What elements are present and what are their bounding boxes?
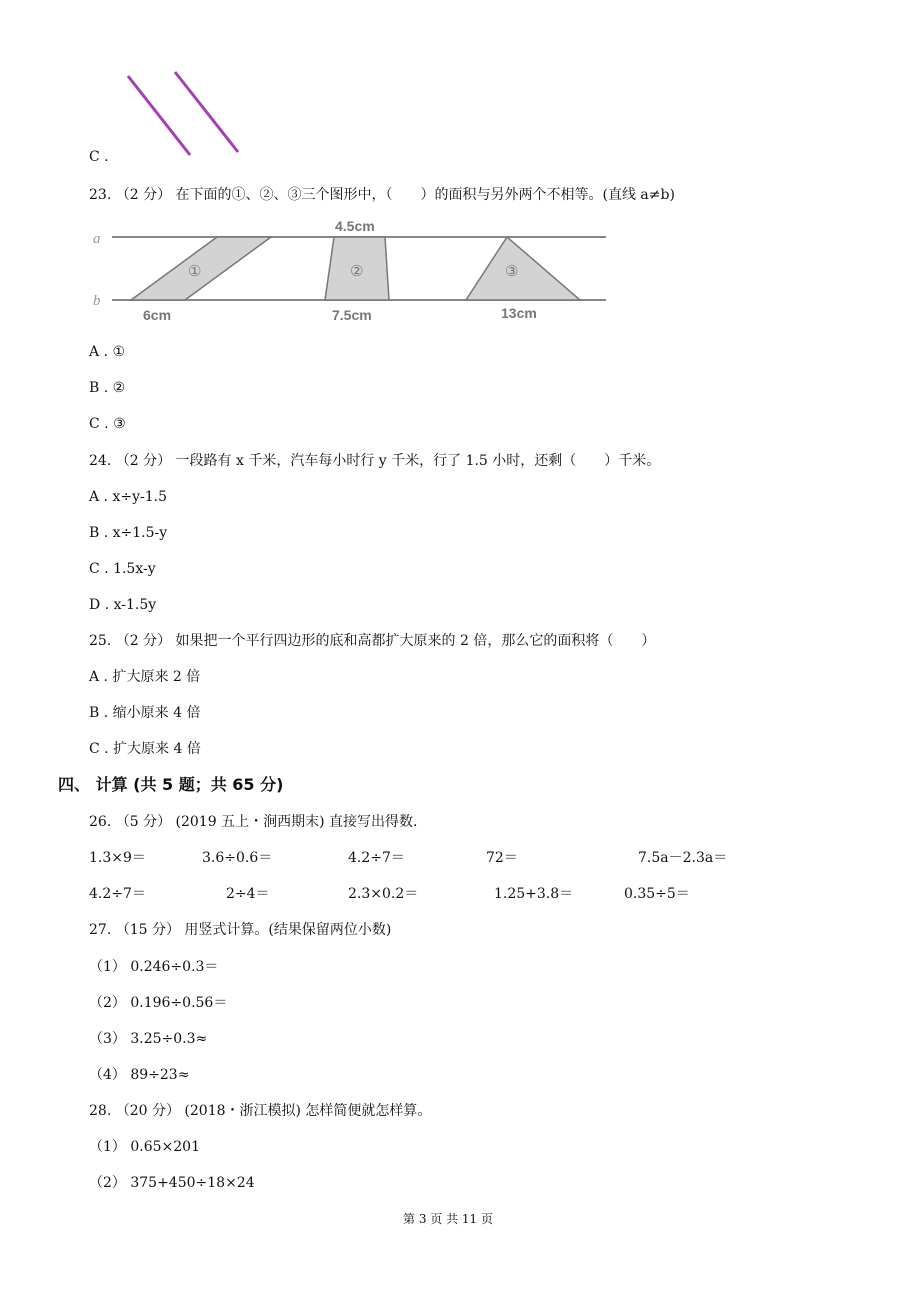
q24-option-c[interactable]: C . 1.5x-y	[89, 561, 156, 577]
q26-r2-c2: 2÷4＝	[226, 886, 270, 902]
q27-item-3: （3） 3.25÷0.3≈	[89, 1031, 208, 1047]
q26-r1-c1: 1.3×9＝	[89, 850, 146, 866]
parallel-line-1	[128, 76, 190, 155]
shape-2-mark: ②	[350, 262, 364, 280]
q22-option-c-label[interactable]: C .	[89, 149, 109, 165]
base-label-1: 6cm	[143, 307, 172, 323]
q26-r1-c3: 4.2÷7＝	[348, 850, 405, 866]
q28-stem: 28. （20 分） (2018・浙江模拟) 怎样简便就怎样算。	[89, 1103, 432, 1119]
q25-option-c[interactable]: C . 扩大原来 4 倍	[89, 741, 201, 757]
q28-item-1: （1） 0.65×201	[89, 1139, 200, 1155]
q26-r2-c4: 1.25+3.8＝	[494, 886, 574, 902]
q26-stem: 26. （5 分） (2019 五上・涧西期末) 直接写出得数.	[89, 814, 418, 830]
parallel-line-2	[175, 72, 238, 152]
base-label-3: 13cm	[501, 305, 537, 321]
q24-option-d[interactable]: D . x-1.5y	[89, 597, 157, 613]
q27-item-4: （4） 89÷23≈	[89, 1067, 190, 1083]
section-4-heading: 四、 计算 (共 5 题；共 65 分)	[58, 775, 284, 794]
base-label-2: 7.5cm	[332, 307, 372, 323]
q26-r1-c2: 3.6÷0.6＝	[202, 850, 273, 866]
line-b-label: b	[93, 293, 101, 309]
q23-option-a[interactable]: A . ①	[89, 344, 126, 360]
q23-figure	[93, 218, 606, 323]
q27-item-1: （1） 0.246÷0.3＝	[89, 959, 219, 975]
q25-option-b[interactable]: B . 缩小原来 4 倍	[89, 705, 201, 721]
page-footer: 第 3 页 共 11 页	[403, 1212, 493, 1226]
q26-r1-c4: 72＝	[486, 850, 518, 866]
shape-1-mark: ①	[188, 262, 202, 280]
q25-stem: 25. （2 分） 如果把一个平行四边形的底和高都扩大原来的 2 倍，那么它的面积将（ ）	[89, 633, 656, 649]
q23-option-c[interactable]: C . ③	[89, 416, 126, 432]
shape-3-mark: ③	[505, 262, 519, 280]
q26-r2-c1: 4.2÷7＝	[89, 886, 146, 902]
q26-r1-c5: 7.5a－2.3a＝	[638, 850, 728, 866]
q28-item-2: （2） 375+450÷18×24	[89, 1175, 255, 1191]
triangle-shape-3	[466, 237, 580, 300]
q24-option-a[interactable]: A . x÷y-1.5	[89, 489, 167, 505]
top-width-label: 4.5cm	[335, 218, 375, 234]
q26-r2-c5: 0.35÷5＝	[624, 886, 690, 902]
q26-r2-c3: 2.3×0.2＝	[348, 886, 419, 902]
q25-option-a[interactable]: A . 扩大原来 2 倍	[89, 669, 201, 685]
q27-item-2: （2） 0.196÷0.56＝	[89, 995, 228, 1011]
q24-stem: 24. （2 分） 一段路有 x 千米，汽车每小时行 y 千米，行了 1.5 小时，还剩（ ）千米。	[89, 453, 661, 469]
q27-stem: 27. （15 分） 用竖式计算。(结果保留两位小数)	[89, 922, 392, 938]
q24-option-b[interactable]: B . x÷1.5-y	[89, 525, 168, 541]
line-a-label: a	[93, 231, 101, 247]
q23-stem: 23. （2 分） 在下面的①、②、③三个图形中，（ ）的面积与另外两个不相等。(直线 a≠b)	[89, 187, 675, 203]
q23-option-b[interactable]: B . ②	[89, 380, 126, 396]
